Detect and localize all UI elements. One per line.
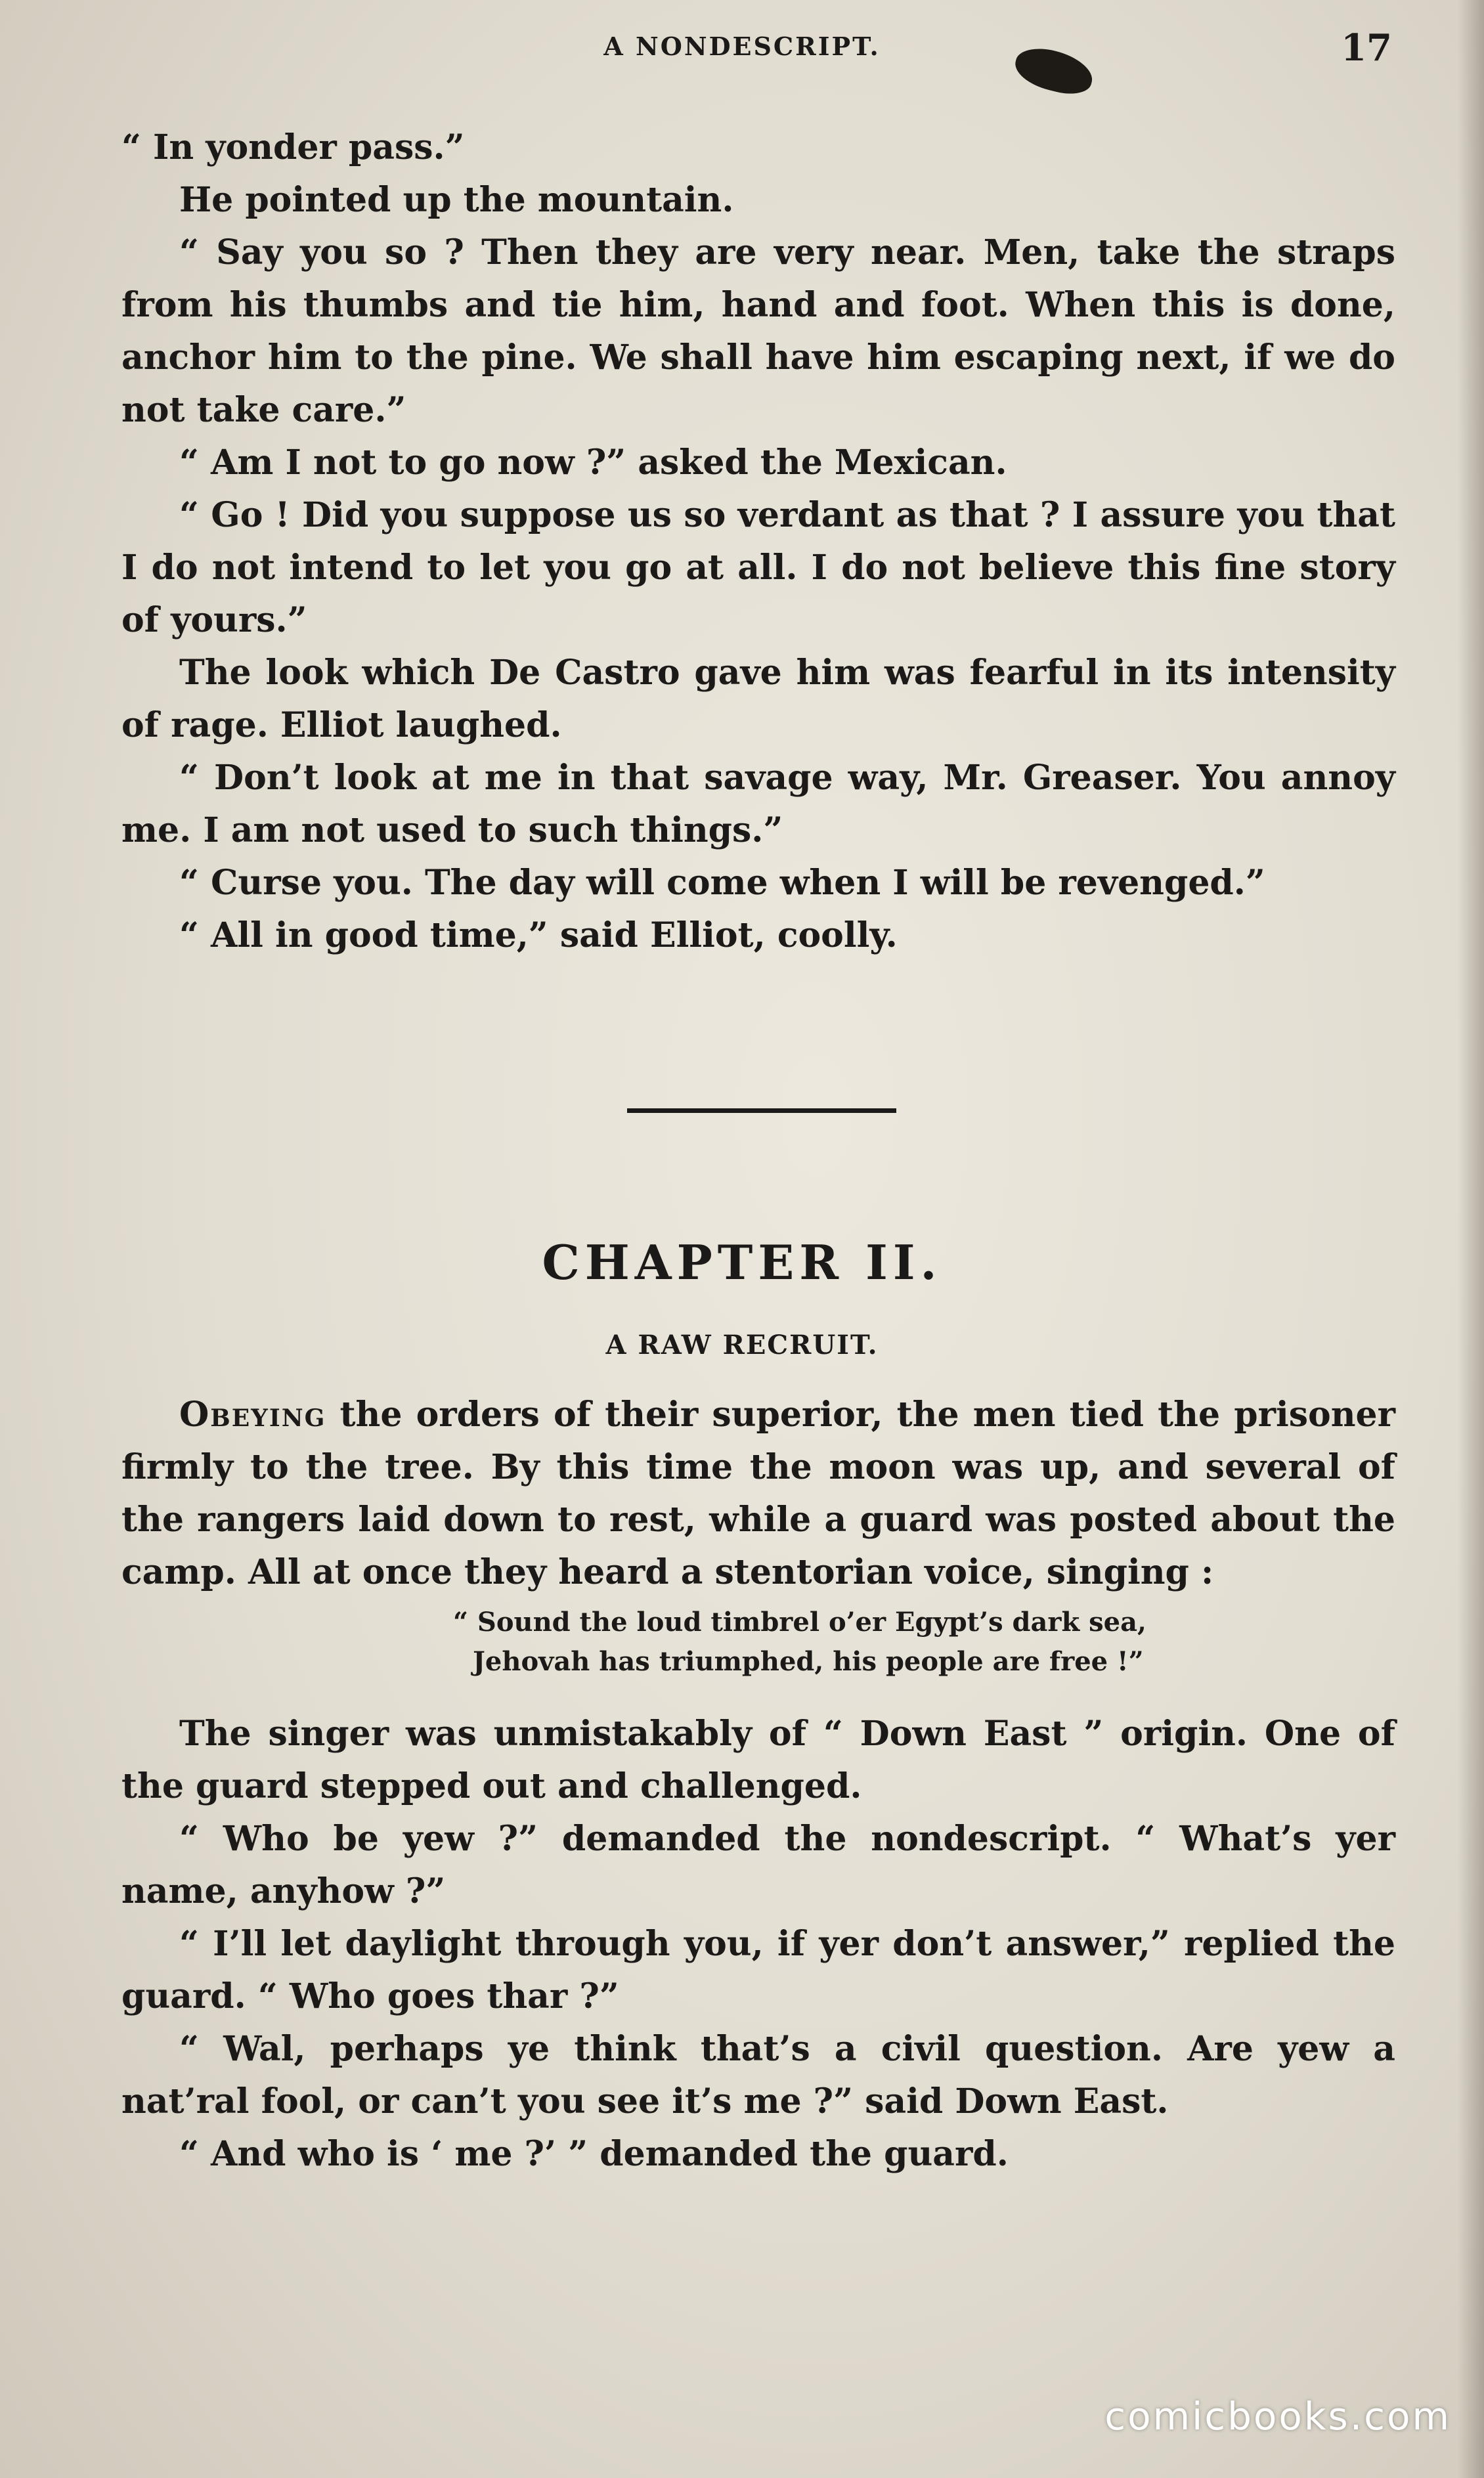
paragraph: “ And who is ‘ me ?’ ” demanded the guard. (179, 2134, 1009, 2174)
page-header (0, 26, 1484, 72)
paragraph: He pointed up the mountain. (179, 180, 734, 220)
opening-paragraph (121, 1389, 1395, 1599)
opening-word: Obeying (179, 1395, 326, 1435)
chapter-one-ending (121, 121, 1395, 962)
section-divider (627, 1108, 896, 1113)
paragraph: “ Don’t look at me in that savage way, Mr. Greaser. You annoy me. I am not used to such things.” (121, 758, 1395, 850)
song-verse (121, 1603, 1395, 1682)
paragraph: “ Say you so ? Then they are very near. Men, take the straps from his thumbs and tie him, hand and foot. When this is done, anchor him to the pine. We shall have him escaping next, if we do not take care.” (121, 232, 1395, 430)
paragraph: “ Wal, perhaps ye think that’s a civil question. Are yew a nat’ral fool, or can’t you see it’s me ?” said Down East. (121, 2029, 1395, 2121)
paragraph: “ Am I not to go now ?” asked the Mexican. (179, 443, 1007, 483)
paragraph: The singer was unmistakably of “ Down East ” origin. One of the guard stepped out and challenged. (121, 1714, 1395, 1806)
paragraph: The look which De Castro gave him was fearful in its intensity of rage. Elliot laughed. (121, 653, 1395, 745)
opening-text: the orders of their superior, the men tied the prisoner firmly to the tree. By this time the moon was up, and several of the rangers laid down to rest, while a guard was posted about the camp. All at once they heard a stentorian voice, singing : (121, 1395, 1395, 1592)
paragraph: “ In yonder pass.” (121, 127, 465, 167)
chapter-two-body (121, 1389, 1395, 2181)
chapter-title: CHAPTER II. (542, 1234, 942, 1290)
page-number: 17 (1341, 26, 1392, 70)
verse-line: “ Sound the loud timbrel o’er Egypt’s dark sea, (453, 1607, 1146, 1638)
verse-line: Jehovah has triumphed, his people are free !” (473, 1646, 1144, 1677)
paragraph: “ All in good time,” said Elliot, coolly. (179, 915, 898, 955)
running-head: A NONDESCRIPT. (603, 32, 881, 61)
chapter-subtitle: A RAW RECRUIT. (605, 1330, 879, 1360)
paragraph: “ Go ! Did you suppose us so verdant as that ? I assure you that I do not intend to let you go at all. I do not believe this fine story of yours.” (121, 495, 1395, 640)
paragraph: “ I’ll let daylight through you, if yer don’t answer,” replied the guard. “ Who goes thar ?” (121, 1924, 1395, 2016)
paragraph: “ Curse you. The day will come when I will be revenged.” (179, 863, 1265, 903)
watermark: comicbooks.com (1104, 2394, 1451, 2439)
paragraph: “ Who be yew ?” demanded the nondescript. “ What’s yer name, anyhow ?” (121, 1819, 1395, 1911)
